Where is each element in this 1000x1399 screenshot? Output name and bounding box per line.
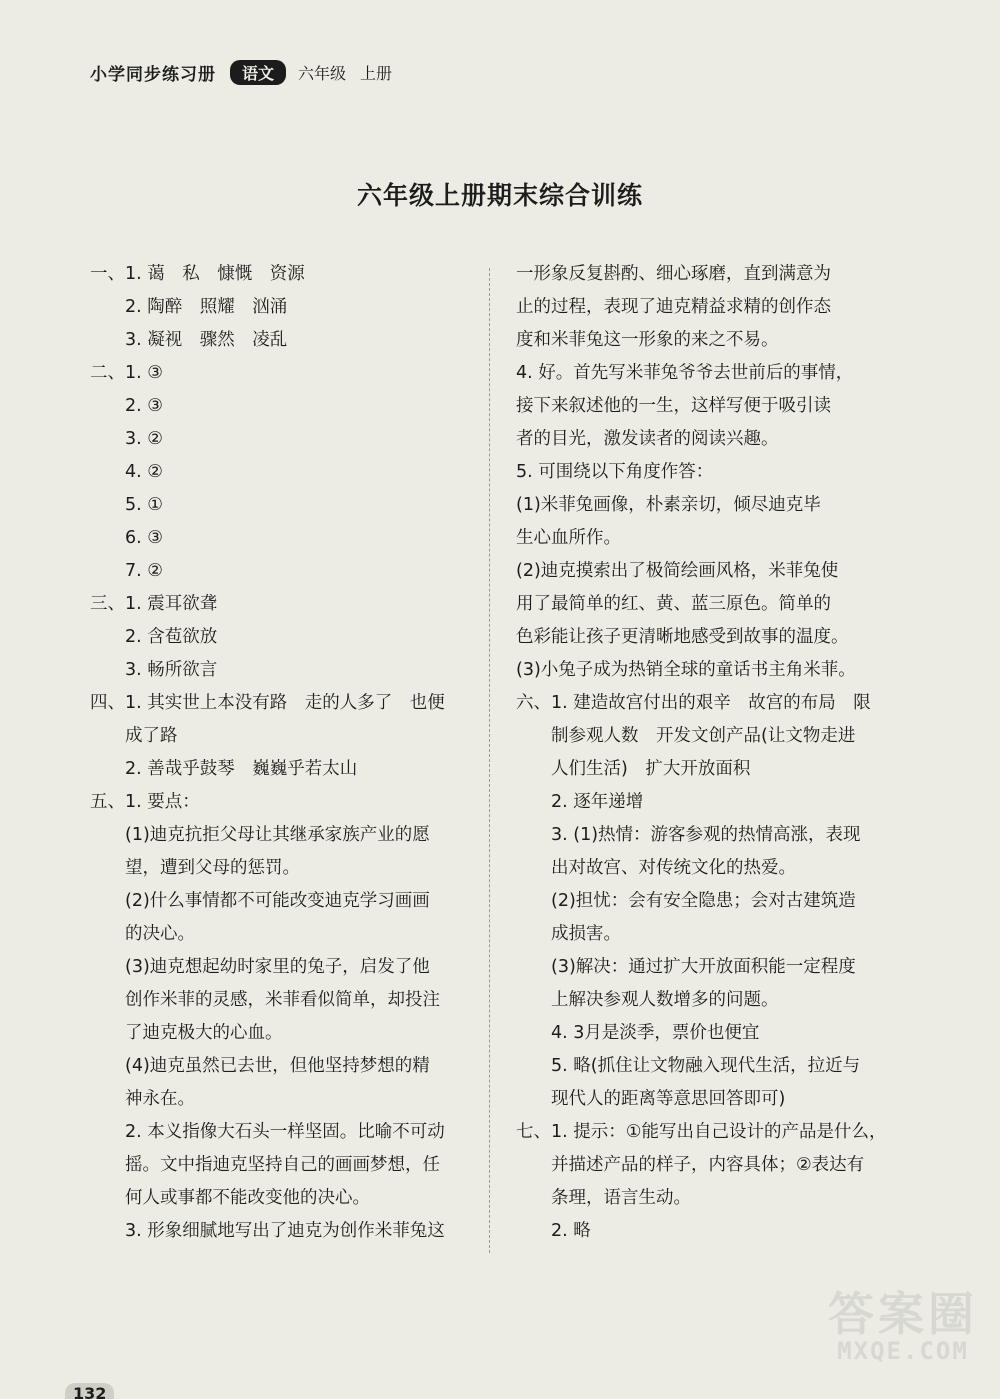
- answer-line: 者的目光，激发读者的阅读兴趣。: [516, 429, 779, 449]
- book-header: [90, 60, 392, 85]
- answer-line: 成了路: [90, 726, 178, 746]
- answer-line: 五、1. 要点：: [90, 792, 200, 812]
- page-title: 六年级上册期末综合训练: [356, 181, 643, 210]
- answer-line: 四、1. 其实世上本没有路 走的人多了 也便: [90, 693, 445, 713]
- answer-line: 创作米菲的灵感，米菲看似简单，却投注: [90, 990, 440, 1010]
- answer-line: 3. (1)热情：游客参观的热情高涨，表现: [516, 825, 861, 845]
- answer-line: 止的过程，表现了迪克精益求精的创作态: [516, 297, 831, 317]
- answer-line: 3. 形象细腻地写出了迪克为创作米菲兔这: [90, 1221, 445, 1241]
- answer-line: 2. 本义指像大石头一样坚固。比喻不可动: [90, 1122, 445, 1142]
- subject-badge: 语文: [230, 60, 286, 85]
- answer-line: 制参观人数 开发文创产品(让文物走进: [516, 726, 856, 746]
- answer-line: 2. 略: [516, 1221, 591, 1241]
- answer-line: 人们生活) 扩大开放面积: [516, 759, 751, 779]
- answer-line: 何人或事都不能改变他的决心。: [90, 1188, 370, 1208]
- answer-line: 2. 善哉乎鼓琴 巍巍乎若太山: [90, 759, 358, 779]
- answer-line: 生心血所作。: [516, 528, 621, 548]
- answer-line: 一、1. 蔼 私 慷慨 资源: [90, 264, 305, 284]
- volume-label: 上册: [360, 64, 393, 83]
- answer-line: 神永在。: [90, 1089, 195, 1109]
- watermark-url: MXQE.COM: [837, 1337, 969, 1365]
- answer-line: (3)解决：通过扩大开放面积能一定程度: [516, 957, 856, 977]
- answer-line: 条理，语言生动。: [516, 1188, 691, 1208]
- answer-line: 的决心。: [90, 924, 195, 944]
- answer-line: 现代人的距离等意思回答即可): [516, 1089, 786, 1109]
- answer-line: 接下来叙述他的一生，这样写便于吸引读: [516, 396, 831, 416]
- answer-line: 成损害。: [516, 924, 621, 944]
- answer-line: (2)什么事情都不可能改变迪克学习画画: [90, 891, 430, 911]
- answer-line: 出对故宫、对传统文化的热爱。: [516, 858, 796, 878]
- answer-line: 三、1. 震耳欲聋: [90, 594, 218, 614]
- answer-line: 6. ③: [90, 528, 163, 548]
- answer-line: 3. 凝视 骤然 凌乱: [90, 330, 288, 350]
- column-divider: [489, 268, 490, 1253]
- answer-line: 用了最简单的红、黄、蓝三原色。简单的: [516, 594, 831, 614]
- answer-line: 二、1. ③: [90, 363, 163, 383]
- answer-line: 3. 畅所欲言: [90, 660, 218, 680]
- answer-line: 望，遭到父母的惩罚。: [90, 858, 300, 878]
- right-answer-column: [516, 258, 894, 1248]
- answer-line: 2. 陶醉 照耀 汹涌: [90, 297, 288, 317]
- answer-line: 4. ②: [90, 462, 163, 482]
- answer-line: 3. ②: [90, 429, 163, 449]
- answer-line: 5. 略(抓住让文物融入现代生活，拉近与: [516, 1056, 861, 1076]
- answer-line: 摇。文中指迪克坚持自己的画画梦想，任: [90, 1155, 440, 1175]
- answer-line: 5. ①: [90, 495, 163, 515]
- answer-line: (4)迪克虽然已去世，但他坚持梦想的精: [90, 1056, 430, 1076]
- page-number: 132: [65, 1383, 114, 1399]
- answer-line: 2. 含苞欲放: [90, 627, 218, 647]
- answer-line: 了迪克极大的心血。: [90, 1023, 283, 1043]
- answer-line: 4. 3月是淡季，票价也便宜: [516, 1023, 760, 1043]
- left-answer-column: [90, 258, 472, 1248]
- book-title: 小学同步练习册: [90, 65, 216, 85]
- answer-line: (3)迪克想起幼时家里的兔子，启发了他: [90, 957, 430, 977]
- answer-line: 色彩能让孩子更清晰地感受到故事的温度。: [516, 627, 849, 647]
- answer-line: 并描述产品的样子，内容具体；②表达有: [516, 1155, 865, 1175]
- answer-line: 上解决参观人数增多的问题。: [516, 990, 779, 1010]
- answer-line: 5. 可围绕以下角度作答：: [516, 462, 714, 482]
- answer-line: 2. 逐年递增: [516, 792, 644, 812]
- watermark-logo: [828, 1287, 978, 1365]
- answer-line: 一形象反复斟酌、细心琢磨，直到满意为: [516, 264, 831, 284]
- answer-line: 7. ②: [90, 561, 163, 581]
- grade-label: 六年级: [298, 64, 347, 83]
- answer-line: (1)米菲兔画像，朴素亲切，倾尽迪克毕: [516, 495, 821, 515]
- answer-line: 度和米菲兔这一形象的来之不易。: [516, 330, 779, 350]
- answer-line: (3)小兔子成为热销全球的童话书主角米菲。: [516, 660, 856, 680]
- answer-line: (2)担忧：会有安全隐患；会对古建筑造: [516, 891, 856, 911]
- answer-line: 七、1. 提示：①能写出自己设计的产品是什么，: [516, 1122, 887, 1142]
- answer-line: (1)迪克抗拒父母让其继承家族产业的愿: [90, 825, 430, 845]
- answer-line: 2. ③: [90, 396, 163, 416]
- answer-line: (2)迪克摸索出了极简绘画风格，米菲兔使: [516, 561, 839, 581]
- answer-line: 4. 好。首先写米菲兔爷爷去世前后的事情，: [516, 363, 854, 383]
- watermark-text: 答案圈: [828, 1287, 978, 1341]
- answer-line: 六、1. 建造故宫付出的艰辛 故宫的布局 限: [516, 693, 871, 713]
